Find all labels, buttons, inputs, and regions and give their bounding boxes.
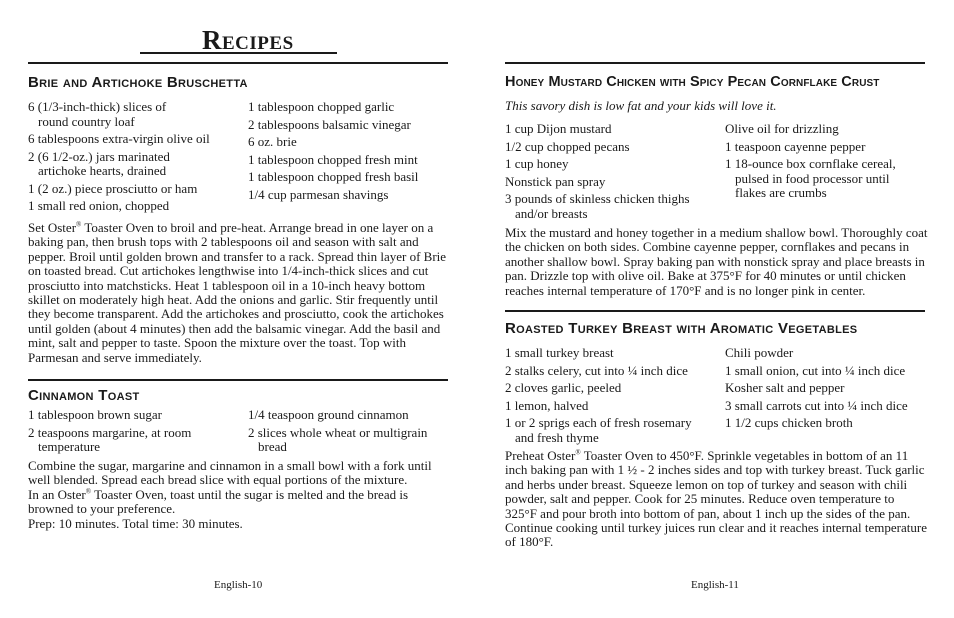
- ingredient-item: [725, 399, 930, 414]
- ingredient-list-col1: [28, 100, 243, 217]
- ingredient-item: [248, 408, 453, 423]
- recipe-title-honey-mustard-chicken: Honey Mustard Chicken with Spicy Pecan Cornflake Crust: [505, 74, 880, 90]
- ingredient-text: 2 teaspoons margarine, at room: [28, 424, 192, 440]
- ingredient-text: 6 (1/3-inch-thick) slices of: [28, 99, 167, 114]
- ingredient-list-col1: [505, 122, 720, 224]
- page-number-right: English-11: [691, 579, 739, 591]
- section-divider: [505, 62, 925, 64]
- ingredient-text: 1 1/2 cups chicken broth: [725, 415, 853, 430]
- directions-brand: In an Oster: [28, 486, 86, 502]
- ingredient-list-col1: [505, 346, 720, 448]
- ingredient-item: [248, 118, 453, 133]
- ingredient-text: Chili powder: [725, 345, 794, 360]
- ingredient-text: 1 or 2 sprigs each of fresh rosemary: [505, 415, 692, 430]
- ingredient-text: 6 oz. brie: [248, 134, 297, 149]
- directions-brand: Preheat Oster: [505, 448, 576, 463]
- ingredient-item: [725, 364, 930, 379]
- ingredient-text-continued: and/or breasts: [515, 205, 588, 221]
- registered-mark: ®: [575, 448, 581, 457]
- ingredient-item: [505, 416, 720, 445]
- ingredient-item: [248, 135, 453, 150]
- ingredient-item: [28, 132, 243, 147]
- ingredient-text: 2 slices whole wheat or multigrain: [248, 424, 428, 440]
- ingredient-list-col2: [248, 100, 453, 205]
- ingredient-text: 1/4 teaspoon ground cinnamon: [248, 407, 409, 422]
- page-title: Recipes: [202, 25, 294, 55]
- ingredient-text-continued: artichoke hearts, drained: [38, 163, 167, 178]
- ingredient-text: 3 small carrots cut into ¼ inch dice: [725, 397, 908, 413]
- ingredient-text-continued: round country loaf: [38, 113, 135, 129]
- ingredient-item: [28, 182, 243, 197]
- ingredient-text: Nonstick pan spray: [505, 173, 606, 189]
- ingredient-text: 1/4 cup parmesan shavings: [248, 186, 389, 202]
- ingredient-item: [505, 122, 720, 137]
- ingredient-text: 1 small onion, cut into ¼ inch dice: [725, 362, 906, 378]
- ingredient-item: [28, 100, 243, 129]
- recipe-directions-chicken: Mix the mustard and honey together in a medium shallow bowl. Thoroughly coat the chicken on both sides. Combine cayenne pepper, cornflakes and pecans in another shallow bowl. Spray baking pan with nonstick spray and place breasts in pan. Drizzle top with olive oil. Bake at 375°F for 40 minutes or until chicken reaches internal temperature of 170°F and is no longer pink in center.: [505, 225, 928, 298]
- ingredient-item: [725, 122, 930, 137]
- ingredient-text: 2 stalks celery, cut into ¼ inch dice: [505, 362, 688, 378]
- ingredient-item: [248, 426, 453, 455]
- ingredient-text: 1 cup honey: [505, 156, 569, 171]
- ingredient-text: Kosher salt and pepper: [725, 380, 845, 395]
- ingredient-item: [505, 157, 720, 172]
- ingredient-list-col1: [28, 408, 243, 458]
- ingredient-text: 6 tablespoons extra-virgin olive oil: [28, 131, 210, 146]
- ingredient-item: [28, 408, 243, 423]
- recipe-intro: This savory dish is low fat and your kids will love it.: [505, 98, 777, 113]
- ingredient-item: [505, 175, 720, 190]
- ingredient-item: [725, 157, 930, 201]
- ingredient-item: [725, 416, 930, 431]
- ingredient-text: 1 tablespoon chopped garlic: [248, 99, 395, 114]
- ingredient-text-continued: temperature: [38, 439, 101, 454]
- ingredient-item: [28, 199, 243, 214]
- recipe-directions-turkey: [505, 449, 929, 550]
- ingredient-text: 1/2 cup chopped pecans: [505, 138, 630, 154]
- directions-text: Toaster Oven to broil and pre-heat. Arrange bread in one layer on a baking pan, then brush tops with 2 tablespoons oil and season with salt and pepper. Broil until golden brown and transfer to a rack. Spread thin layer of Brie on toasted bread. Cut artichokes lengthwise into 1/4-inch-thick slices and cut prosciutto into matchsticks. Heat 1 tablespoon oil in a 10-inch heavy bottom skillet on moderately high heat. Add the onions and garlic. Stir frequently until they become transparent. Add the artichokes and prosciutto, cook the artichokes until golden (about 4 minutes) then add the balsamic vinegar. Add the basil and mint, salt and pepper to taste. Spoon the mixture over the toast. Top with Parmesan and serve immediately.: [28, 220, 447, 365]
- ingredient-item: [725, 346, 930, 361]
- ingredient-list-col2: [725, 346, 930, 434]
- ingredient-item: [505, 346, 720, 361]
- ingredient-text: 1 small red onion, chopped: [28, 198, 170, 213]
- ingredient-text: 3 pounds of skinless chicken thighs: [505, 191, 690, 206]
- ingredient-text-continued: bread: [258, 439, 287, 454]
- ingredient-text: 1 lemon, halved: [505, 397, 589, 413]
- ingredient-text: 2 cloves garlic, peeled: [505, 380, 622, 395]
- directions-text: Toaster Oven to 450°F. Sprinkle vegetables in bottom of an 11 inch baking pan with 1 ½ - 2 inches sides and top with turkey breast. Tuck garlic and herbs under breast. Squeeze lemon on top of turkey and season with chili powder, salt and pepper. Cook for 25 minutes. Reduce oven temperature to 325°F and pour broth into bottom of pan, about 1 inch up the sides of the pan. Continue cooking until turkey juices run clear and it reaches internal temperature of 180°F.: [505, 448, 927, 550]
- directions-line: Combine the sugar, margarine and cinnamon in a small bowl with a fork until well blended. Spread each bread slice with equal portions of the mixture.: [28, 458, 432, 488]
- ingredient-text: 1 cup Dijon mustard: [505, 121, 612, 136]
- directions-line: [28, 488, 452, 517]
- section-divider: [28, 379, 448, 381]
- directions-text: Toaster Oven, toast until the sugar is melted and the bread is browned to your preference.: [28, 486, 409, 517]
- registered-mark: ®: [76, 220, 82, 229]
- ingredient-text: 1 tablespoon chopped fresh basil: [248, 169, 419, 184]
- ingredient-text: 1 tablespoon brown sugar: [28, 407, 162, 422]
- ingredient-text-continued: pulsed in food processor until: [735, 170, 890, 186]
- ingredient-item: [28, 150, 243, 179]
- ingredient-text: 1 tablespoon chopped fresh mint: [248, 151, 418, 167]
- ingredient-text: 2 (6 1/2-oz.) jars marinated: [28, 148, 170, 164]
- ingredient-item: [248, 170, 453, 185]
- ingredient-item: [505, 192, 720, 221]
- recipe-directions-bruschetta: [28, 221, 450, 365]
- ingredient-item: [248, 100, 453, 115]
- ingredient-item: [505, 364, 720, 379]
- ingredient-item: [505, 381, 720, 396]
- recipe-title-bruschetta: Brie and Artichoke Bruschetta: [28, 74, 248, 91]
- ingredient-item: [725, 140, 930, 155]
- ingredient-text: 1 small turkey breast: [505, 345, 614, 360]
- ingredient-text-continued: and fresh thyme: [515, 429, 599, 445]
- prep-time: Prep: 10 minutes. Total time: 30 minutes.: [28, 515, 243, 531]
- title-underline: [140, 52, 337, 54]
- ingredient-item: [248, 153, 453, 168]
- ingredient-item: [248, 188, 453, 203]
- ingredient-item: [505, 140, 720, 155]
- ingredient-item: [28, 426, 243, 455]
- ingredient-text: 1 (2 oz.) piece prosciutto or ham: [28, 180, 198, 196]
- ingredient-list-col2: [248, 408, 453, 458]
- directions-brand: Set Oster: [28, 220, 77, 235]
- recipe-directions-cinnamon-toast: [28, 459, 452, 531]
- ingredient-text: 1 teaspoon cayenne pepper: [725, 138, 866, 154]
- ingredient-text: 2 tablespoons balsamic vinegar: [248, 116, 411, 132]
- recipe-title-roasted-turkey: Roasted Turkey Breast with Aromatic Vegetables: [505, 320, 858, 337]
- ingredient-list-col2: [725, 122, 930, 204]
- ingredient-item: [505, 399, 720, 414]
- ingredient-text-continued: flakes are crumbs: [735, 185, 827, 200]
- page-number-left: English-10: [214, 579, 263, 591]
- ingredient-text: 1 18-ounce box cornflake cereal,: [725, 156, 896, 171]
- ingredient-item: [725, 381, 930, 396]
- ingredient-text: Olive oil for drizzling: [725, 121, 839, 136]
- recipe-title-cinnamon-toast: Cinnamon Toast: [28, 387, 140, 404]
- section-divider: [505, 310, 925, 312]
- registered-mark: ®: [85, 487, 92, 496]
- section-divider: [28, 62, 448, 64]
